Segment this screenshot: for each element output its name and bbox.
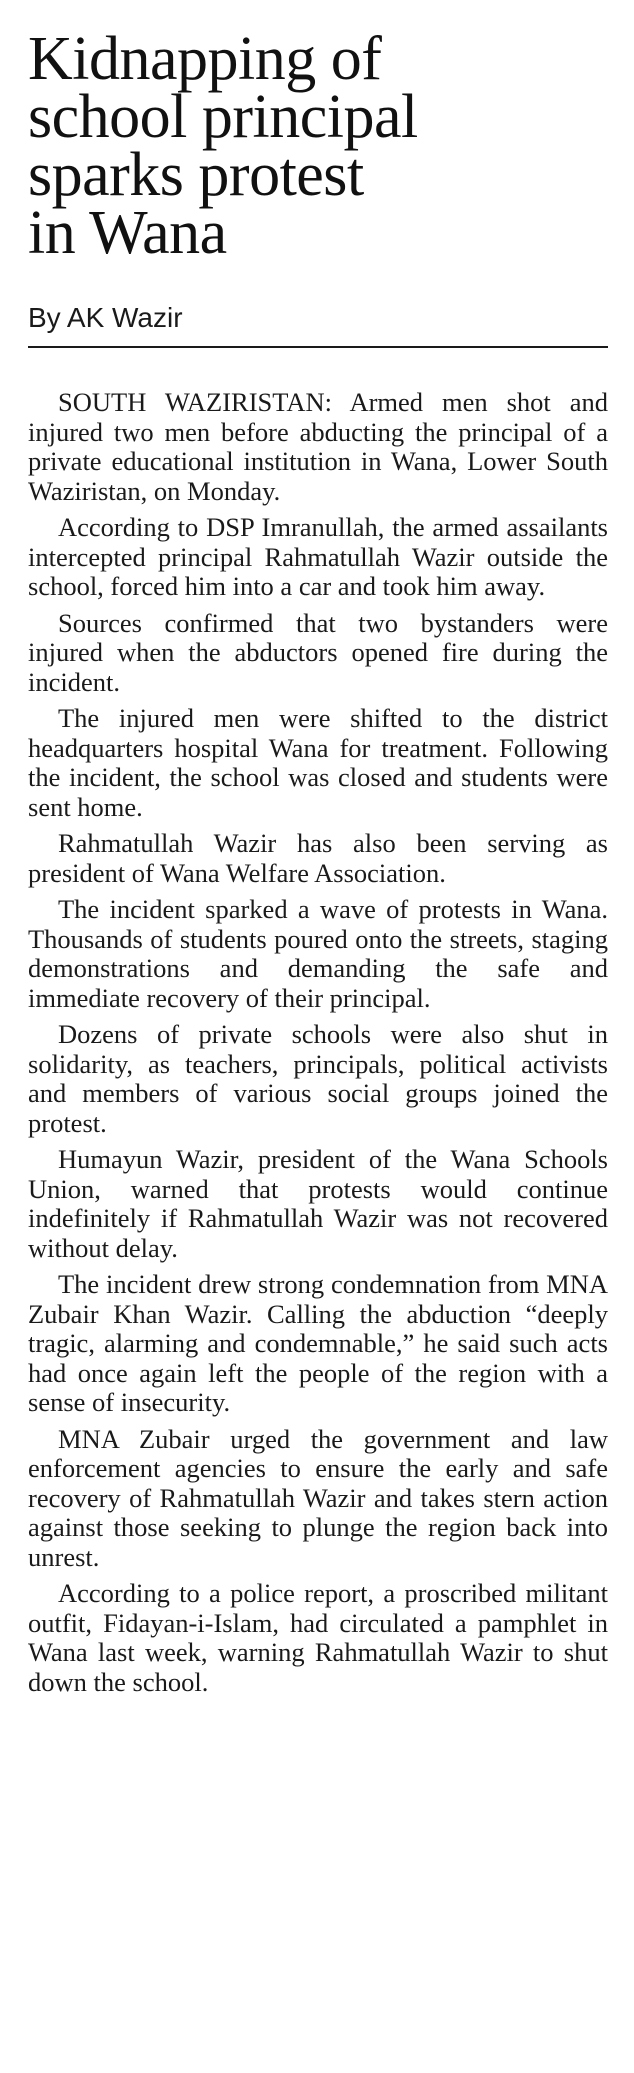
headline-line: in Wana xyxy=(28,199,227,267)
news-article xyxy=(28,0,608,1704)
byline-divider xyxy=(28,346,608,348)
article-paragraph: Sources confirmed that two bystanders were injured when the abductors opened fire during the incident. xyxy=(28,607,608,697)
headline-line: school principal xyxy=(28,83,418,151)
headline-line: sparks protest xyxy=(28,141,364,209)
article-paragraph: The injured men were shifted to the district headquarters hospital Wana for treatment. Following the incident, the school was closed and students were sent home. xyxy=(28,703,608,822)
headline xyxy=(28,0,608,267)
article-paragraph: Rahmatullah Wazir has also been serving as president of Wana Welfare Association. xyxy=(28,828,608,888)
article-paragraph: According to DSP Imranullah, the armed assailants intercepted principal Rahmatullah Wazir outside the school, forced him into a car and took him away. xyxy=(28,512,608,601)
article-paragraph: Dozens of private schools were also shut in solidarity, as teachers, principals, political activists and members of various social groups joined the protest. xyxy=(28,1019,608,1138)
article-paragraph: The incident sparked a wave of protests in Wana. Thousands of students poured onto the streets, staging demonstrations and demanding the safe and immediate recovery of their principal. xyxy=(28,894,608,1013)
article-body xyxy=(28,388,608,1697)
article-paragraph: SOUTH WAZIRISTAN: Armed men shot and injured two men before abducting the principal of a private educational institution in Wana, Lower South Waziristan, on Monday. xyxy=(28,387,608,506)
article-paragraph: MNA Zubair urged the government and law enforcement agencies to ensure the early and safe recovery of Rahmatullah Wazir and takes stern action against those seeking to plunge the region back into unrest. xyxy=(28,1423,608,1572)
article-paragraph: According to a police report, a proscribed militant outfit, Fidayan-i-Islam, had circulated a pamphlet in Wana last week, warning Rahmatullah Wazir to shut down the school. xyxy=(28,1578,608,1697)
article-paragraph: The incident drew strong condemnation from MNA Zubair Khan Wazir. Calling the abduction “deeply tragic, alarming and condemnable,” he said such acts had once again left the people of the region with a sense of insecurity. xyxy=(28,1269,608,1417)
article-paragraph: Humayun Wazir, president of the Wana Schools Union, warned that protests would continue indefinitely if Rahmatullah Wazir was not recovered without delay. xyxy=(28,1144,608,1263)
byline: By AK Wazir xyxy=(28,302,183,333)
headline-line: Kidnapping of xyxy=(28,25,382,93)
